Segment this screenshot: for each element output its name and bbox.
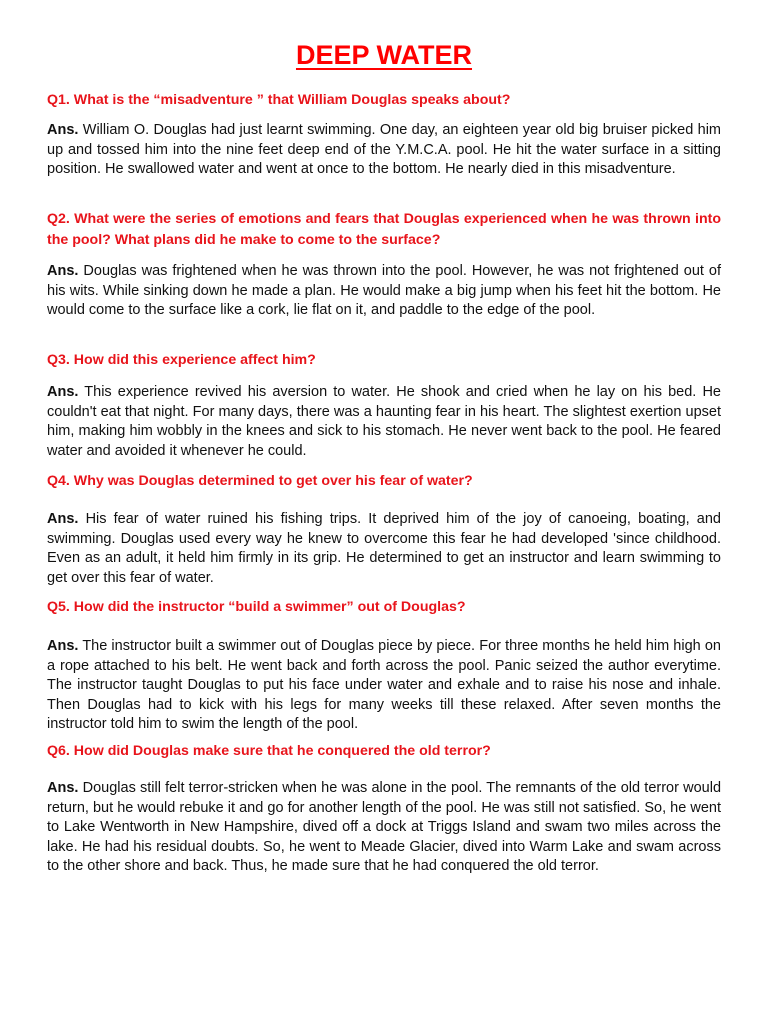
answer-6 [47,779,721,877]
answer-label: Ans. [47,122,79,138]
question-2: Q2. What were the series of emotions and fears that Douglas experienced when he was thrown into the pool? What plans did he make to come to the surface? [47,211,721,248]
answer-3 [47,383,721,461]
answer-text: William O. Douglas had just learnt swimming. One day, an eighteen year old big bruiser picked him up and tossed him into the nine feet deep end of the Y.M.C.A. pool. He hit the water surface in a sitting position. He swallowed water and went at once to the bottom. He nearly died in this misadventure. [47,122,721,177]
answer-text: His fear of water ruined his fishing trips. It deprived him of the joy of canoeing, boating, and swimming. Douglas used every way he knew to overcome this fear he had developed 'since childhood. Even as an adult, it held him firmly in its grip. He determined to get an instructor and learn swimming to get over this fear of water. [47,511,721,586]
answer-label: Ans. [47,263,79,279]
answer-text: Douglas was frightened when he was thrown into the pool. However, he was not frightened out of his wits. While sinking down he made a plan. He would make a big jump when his feet hit the bottom. He would come to the surface like a cork, lie flat on it, and paddle to the edge of the pool. [47,263,721,318]
answer-label: Ans. [47,511,79,527]
answer-2 [47,262,721,321]
question-6: Q6. How did Douglas make sure that he conquered the old terror? [47,743,491,759]
question-4: Q4. Why was Douglas determined to get over his fear of water? [47,473,473,489]
page-title: DEEP WATER [295,40,473,70]
question-5: Q5. How did the instructor “build a swimmer” out of Douglas? [47,599,466,615]
answer-label: Ans. [47,384,79,400]
answer-4 [47,510,721,588]
answer-text: This experience revived his aversion to water. He shook and cried when he lay on his bed. He couldn't eat that night. For many days, there was a haunting fear in his heart. The slightest exertion upset him, making him wobbly in the knees and sick to his stomach. He never went back to the pool. He feared water and avoided it whenever he could. [47,384,721,459]
answer-label: Ans. [47,638,79,654]
answer-1 [47,121,721,180]
answer-5 [47,637,721,735]
question-1: Q1. What is the “misadventure ” that William Douglas speaks about? [47,92,511,108]
question-3: Q3. How did this experience affect him? [47,352,316,368]
answer-text: Douglas still felt terror-stricken when he was alone in the pool. The remnants of the old terror would return, but he would rebuke it and go for another length of the pool. He was still not satisfied. So, he went to Lake Wentworth in New Hampshire, dived off a dock at Triggs Island and swam two miles across the lake. He had his residual doubts. So, he went to Meade Glacier, dived into Warm Lake and swam across to the other shore and back. Thus, he made sure that he had conquered the old terror. [47,780,722,874]
answer-text: The instructor built a swimmer out of Douglas piece by piece. For three months he held him high on a rope attached to his belt. He went back and forth across the pool. Panic seized the author everytime. The instructor taught Douglas to put his face under water and exhale and to raise his nose and inhale. Then Douglas had to kick with his legs for many weeks till these relaxed. After seven months the instructor told him to swim the length of the pool. [47,638,721,732]
answer-label: Ans. [47,780,79,796]
